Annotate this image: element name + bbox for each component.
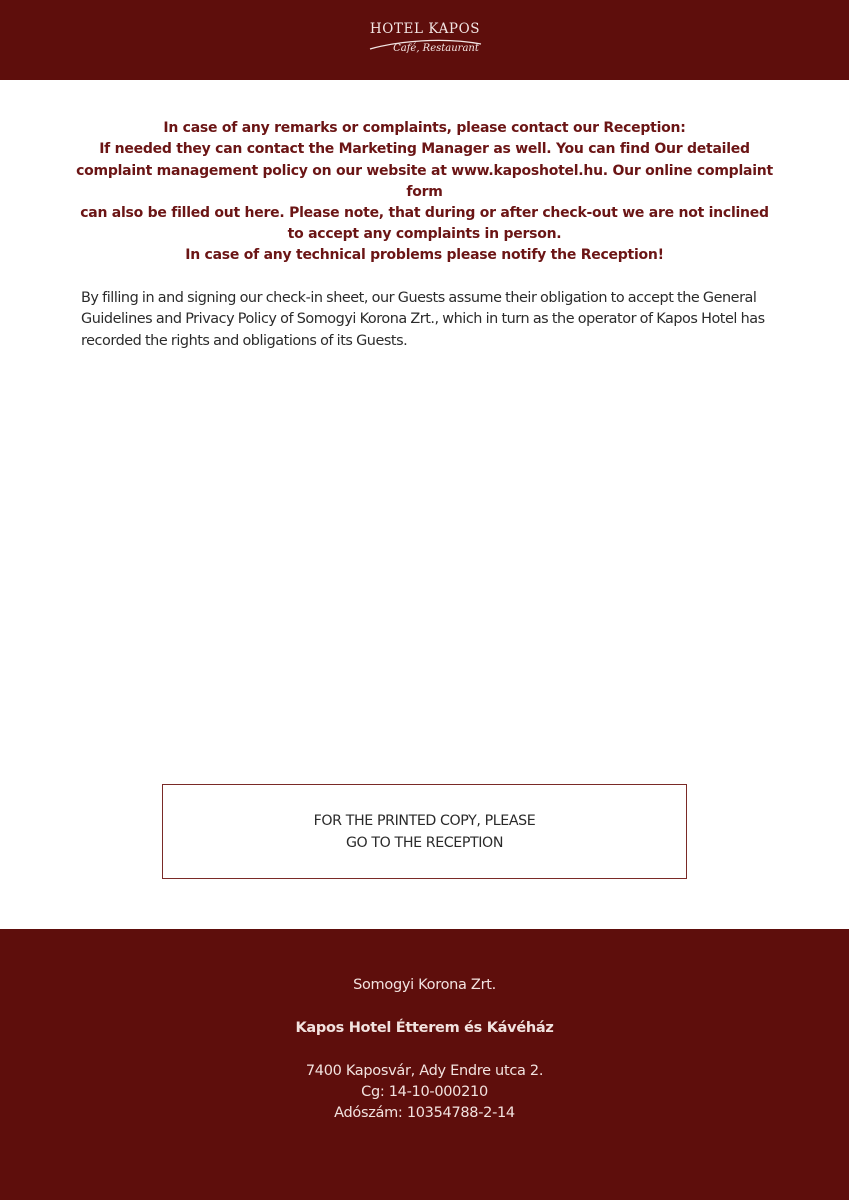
logo-title: HOTEL KAPOS	[369, 21, 481, 37]
paragraph-line: By filling in and signing our check-in sheet, our Guests assume their obligation to accept the General	[81, 290, 757, 306]
header-band	[0, 0, 849, 80]
paragraph-line: recorded the rights and obligations of its Guests.	[81, 332, 408, 349]
printed-copy-line-1: FOR THE PRINTED COPY, PLEASE	[313, 813, 536, 829]
printed-copy-line-2: GO TO THE RECEPTION	[345, 835, 504, 851]
footer-registration: Cg: 14-10-000210	[361, 1084, 488, 1100]
footer-venue: Kapos Hotel Étterem és Kávéház	[295, 1020, 554, 1036]
complaints-line: can also be filled out here. Please note, that during or after check-out we are not inclined	[80, 205, 769, 222]
complaints-line: complaint management policy on our website at www.kaposhotel.hu. Our online complaint form	[76, 162, 773, 200]
complaints-line: In case of any remarks or complaints, please contact our Reception:	[163, 120, 686, 136]
complaints-line: If needed they can contact the Marketing Manager as well. You can find Our detailed	[99, 141, 750, 158]
paragraph-line: Guidelines and Privacy Policy of Somogyi Korona Zrt., which in turn as the operator of Kapos Hotel has	[81, 311, 765, 328]
logo-subtitle: Café, Restaurant	[393, 43, 479, 54]
hotel-logo	[340, 18, 510, 66]
technical-notice: In case of any technical problems please notify the Reception!	[185, 247, 664, 263]
complaints-line: to accept any complaints in person.	[287, 226, 562, 243]
complaints-notice	[60, 118, 789, 246]
footer-company: Somogyi Korona Zrt.	[353, 977, 496, 993]
printed-copy-box	[162, 784, 687, 879]
footer-band	[0, 929, 849, 1200]
guest-obligations-paragraph	[81, 288, 771, 352]
footer-address: 7400 Kaposvár, Ady Endre utca 2.	[305, 1063, 544, 1079]
footer-tax-number: Adószám: 10354788-2-14	[334, 1105, 515, 1121]
